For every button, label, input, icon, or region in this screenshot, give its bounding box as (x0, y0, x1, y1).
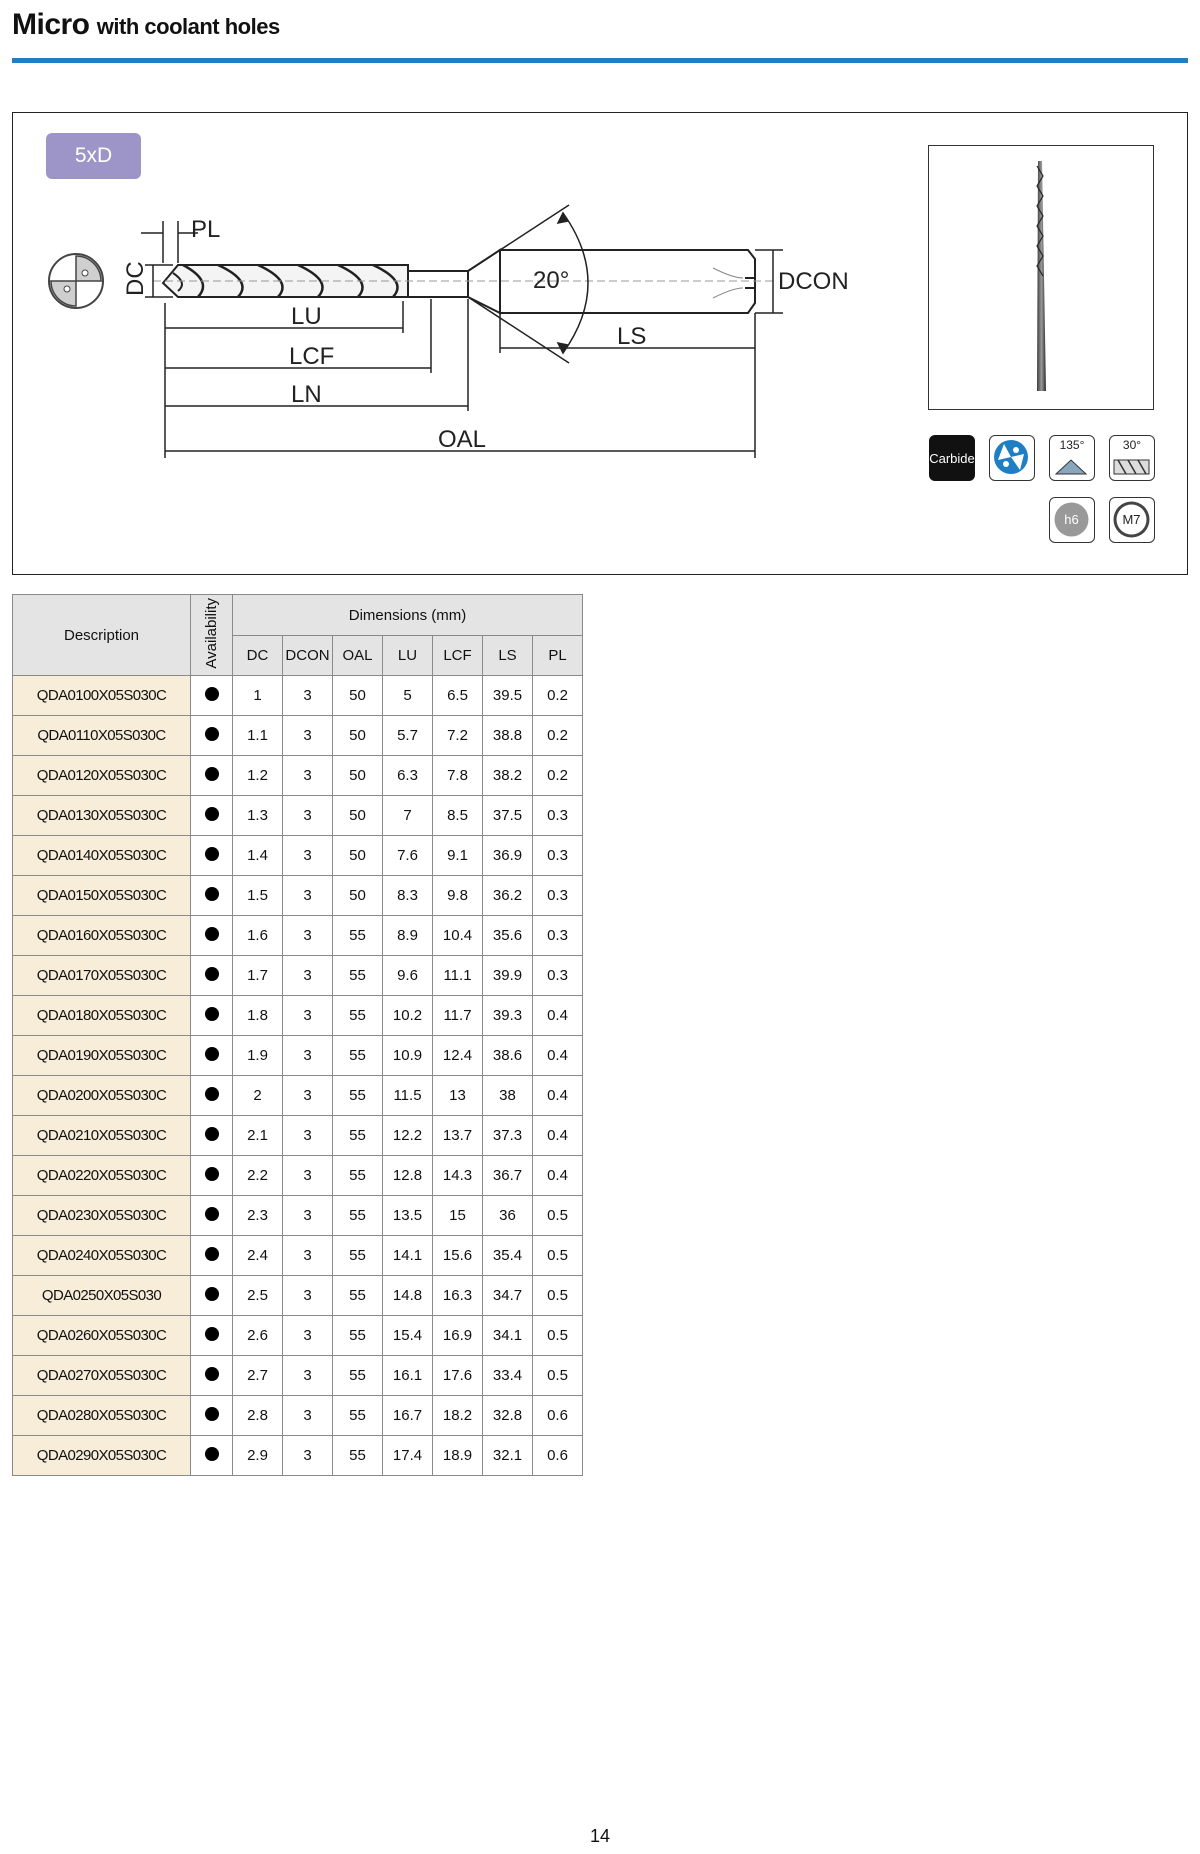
pl-cell: 0.2 (533, 756, 583, 796)
availability-cell (191, 1316, 233, 1356)
lcf-cell: 9.8 (433, 876, 483, 916)
dcon-cell: 3 (283, 1036, 333, 1076)
ls-cell: 34.7 (483, 1276, 533, 1316)
availability-cell (191, 1076, 233, 1116)
availability-dot-icon (205, 1407, 219, 1421)
table-row (13, 756, 583, 796)
lu-cell: 5 (383, 676, 433, 716)
ls-cell: 37.5 (483, 796, 533, 836)
m7-label: M7 (1122, 512, 1141, 527)
lcf-cell: 11.7 (433, 996, 483, 1036)
pl-cell: 0.3 (533, 796, 583, 836)
dcon-cell: 3 (283, 996, 333, 1036)
oal-cell: 50 (333, 796, 383, 836)
table-row (13, 956, 583, 996)
availability-dot-icon (205, 807, 219, 821)
lu-cell: 9.6 (383, 956, 433, 996)
dc-cell: 1.2 (233, 756, 283, 796)
lcf-cell: 7.8 (433, 756, 483, 796)
oal-label: OAL (438, 426, 487, 453)
column-header-lcf: LCF (433, 636, 483, 676)
lcf-cell: 11.1 (433, 956, 483, 996)
lu-label: LU (291, 303, 322, 330)
dcon-cell: 3 (283, 1156, 333, 1196)
pl-cell: 0.4 (533, 996, 583, 1036)
ls-cell: 36 (483, 1196, 533, 1236)
availability-cell (191, 1276, 233, 1316)
oal-cell: 55 (333, 1276, 383, 1316)
pl-cell: 0.4 (533, 1076, 583, 1116)
availability-cell (191, 716, 233, 756)
ln-label: LN (291, 381, 322, 408)
description-cell: QDA0290X05S030C (13, 1436, 191, 1476)
description-cell: QDA0240X05S030C (13, 1236, 191, 1276)
lu-cell: 10.9 (383, 1036, 433, 1076)
availability-cell (191, 796, 233, 836)
availability-dot-icon (205, 967, 219, 981)
dc-cell: 1.7 (233, 956, 283, 996)
description-cell: QDA0210X05S030C (13, 1116, 191, 1156)
drill-profile (153, 250, 773, 313)
length-ratio-badge: 5xD (46, 133, 141, 179)
table-row (13, 996, 583, 1036)
availability-cell (191, 1156, 233, 1196)
title-rule (12, 58, 1188, 63)
table-row (13, 1316, 583, 1356)
lu-cell: 8.3 (383, 876, 433, 916)
lu-cell: 7.6 (383, 836, 433, 876)
dc-label: DC (122, 261, 149, 296)
availability-dot-icon (205, 727, 219, 741)
pl-cell: 0.3 (533, 956, 583, 996)
table-row (13, 1156, 583, 1196)
description-cell: QDA0100X05S030C (13, 676, 191, 716)
dcon-cell: 3 (283, 916, 333, 956)
ls-cell: 38.2 (483, 756, 533, 796)
availability-cell (191, 1436, 233, 1476)
pl-cell: 0.2 (533, 676, 583, 716)
lu-cell: 10.2 (383, 996, 433, 1036)
point-angle-icon (1049, 435, 1095, 481)
dc-cell: 1.3 (233, 796, 283, 836)
lcf-cell: 15 (433, 1196, 483, 1236)
dimensions-header: Dimensions (mm) (233, 595, 583, 636)
table-row (13, 1116, 583, 1156)
specification-table (12, 594, 583, 1476)
dc-cell: 1 (233, 676, 283, 716)
availability-cell (191, 1196, 233, 1236)
oal-cell: 55 (333, 1356, 383, 1396)
ls-cell: 39.3 (483, 996, 533, 1036)
lcf-cell: 6.5 (433, 676, 483, 716)
availability-dot-icon (205, 1167, 219, 1181)
pl-cell: 0.5 (533, 1356, 583, 1396)
m7-tolerance-icon (1109, 497, 1155, 543)
table-row (13, 796, 583, 836)
oal-cell: 55 (333, 916, 383, 956)
lu-cell: 17.4 (383, 1436, 433, 1476)
dc-cell: 1.4 (233, 836, 283, 876)
dcon-cell: 3 (283, 676, 333, 716)
dcon-cell: 3 (283, 1356, 333, 1396)
dcon-cell: 3 (283, 1396, 333, 1436)
lu-cell: 5.7 (383, 716, 433, 756)
dcon-cell: 3 (283, 1276, 333, 1316)
lu-cell: 14.8 (383, 1276, 433, 1316)
description-cell: QDA0150X05S030C (13, 876, 191, 916)
lcf-label: LCF (289, 343, 335, 370)
ls-label: LS (617, 323, 647, 350)
ls-cell: 38 (483, 1076, 533, 1116)
lu-cell: 14.1 (383, 1236, 433, 1276)
oal-cell: 50 (333, 756, 383, 796)
availability-cell (191, 956, 233, 996)
dc-cell: 1.9 (233, 1036, 283, 1076)
table-row (13, 1236, 583, 1276)
helix-angle-label: 30° (1122, 438, 1142, 452)
point-angle-label: 135° (1059, 438, 1085, 452)
table-row (13, 836, 583, 876)
description-cell: QDA0130X05S030C (13, 796, 191, 836)
description-cell: QDA0280X05S030C (13, 1396, 191, 1436)
column-header-pl: PL (533, 636, 583, 676)
description-cell: QDA0180X05S030C (13, 996, 191, 1036)
oal-cell: 55 (333, 1076, 383, 1116)
angle-label: 20° (533, 267, 570, 294)
dc-cell: 2.8 (233, 1396, 283, 1436)
availability-dot-icon (205, 1047, 219, 1061)
lu-cell: 11.5 (383, 1076, 433, 1116)
ls-cell: 34.1 (483, 1316, 533, 1356)
availability-dot-icon (205, 1127, 219, 1141)
availability-dot-icon (205, 927, 219, 941)
lu-cell: 8.9 (383, 916, 433, 956)
availability-header-label: Availability (203, 597, 220, 669)
oal-cell: 50 (333, 676, 383, 716)
lcf-cell: 9.1 (433, 836, 483, 876)
ls-cell: 36.9 (483, 836, 533, 876)
availability-cell (191, 836, 233, 876)
oal-cell: 55 (333, 996, 383, 1036)
table-row (13, 1356, 583, 1396)
pl-cell: 0.4 (533, 1156, 583, 1196)
ls-cell: 36.7 (483, 1156, 533, 1196)
availability-cell (191, 996, 233, 1036)
ls-cell: 37.3 (483, 1116, 533, 1156)
lcf-cell: 15.6 (433, 1236, 483, 1276)
description-cell: QDA0120X05S030C (13, 756, 191, 796)
oal-cell: 55 (333, 1396, 383, 1436)
table-row (13, 1196, 583, 1236)
availability-cell (191, 1396, 233, 1436)
availability-dot-icon (205, 847, 219, 861)
dc-cell: 2.3 (233, 1196, 283, 1236)
availability-dot-icon (205, 887, 219, 901)
availability-dot-icon (205, 1367, 219, 1381)
lu-cell: 12.8 (383, 1156, 433, 1196)
table-row (13, 1396, 583, 1436)
lu-cell: 7 (383, 796, 433, 836)
drill-photo-image (929, 146, 1152, 408)
dcon-cell: 3 (283, 876, 333, 916)
availability-cell (191, 1116, 233, 1156)
dcon-cell: 3 (283, 716, 333, 756)
dc-cell: 1.5 (233, 876, 283, 916)
availability-cell (191, 676, 233, 716)
availability-dot-icon (205, 1007, 219, 1021)
ls-cell: 35.4 (483, 1236, 533, 1276)
dc-cell: 1.1 (233, 716, 283, 756)
lcf-cell: 18.2 (433, 1396, 483, 1436)
availability-cell (191, 876, 233, 916)
pl-cell: 0.5 (533, 1196, 583, 1236)
availability-cell (191, 1356, 233, 1396)
product-photo (928, 145, 1154, 410)
availability-header (191, 595, 233, 676)
page-title (12, 8, 280, 42)
ls-cell: 35.6 (483, 916, 533, 956)
availability-dot-icon (205, 1327, 219, 1341)
dc-cell: 2.2 (233, 1156, 283, 1196)
lcf-cell: 10.4 (433, 916, 483, 956)
availability-dot-icon (205, 687, 219, 701)
table-row (13, 1076, 583, 1116)
oal-cell: 55 (333, 1036, 383, 1076)
lu-cell: 12.2 (383, 1116, 433, 1156)
table-row (13, 916, 583, 956)
pl-cell: 0.4 (533, 1116, 583, 1156)
dc-cell: 2.9 (233, 1436, 283, 1476)
description-cell: QDA0190X05S030C (13, 1036, 191, 1076)
table-row (13, 1436, 583, 1476)
description-cell: QDA0230X05S030C (13, 1196, 191, 1236)
availability-cell (191, 1036, 233, 1076)
lcf-cell: 8.5 (433, 796, 483, 836)
pl-cell: 0.3 (533, 916, 583, 956)
availability-dot-icon (205, 1087, 219, 1101)
dcon-cell: 3 (283, 1436, 333, 1476)
availability-dot-icon (205, 1447, 219, 1461)
specification-rows (13, 676, 583, 1476)
availability-dot-icon (205, 1287, 219, 1301)
column-header-oal: OAL (333, 636, 383, 676)
lu-cell: 13.5 (383, 1196, 433, 1236)
description-cell: QDA0160X05S030C (13, 916, 191, 956)
page-number: 14 (589, 1826, 611, 1846)
title-sub: with coolant holes (96, 14, 280, 39)
ls-cell: 32.8 (483, 1396, 533, 1436)
dc-cell: 2.4 (233, 1236, 283, 1276)
lcf-cell: 12.4 (433, 1036, 483, 1076)
lcf-cell: 14.3 (433, 1156, 483, 1196)
coolant-holes-icon (989, 435, 1035, 481)
pl-cell: 0.2 (533, 716, 583, 756)
cross-section-icon (49, 254, 103, 308)
availability-cell (191, 1236, 233, 1276)
lcf-cell: 16.9 (433, 1316, 483, 1356)
ls-cell: 33.4 (483, 1356, 533, 1396)
pl-label: PL (191, 216, 221, 243)
description-cell: QDA0170X05S030C (13, 956, 191, 996)
dcon-cell: 3 (283, 1196, 333, 1236)
description-cell: QDA0270X05S030C (13, 1356, 191, 1396)
lu-cell: 16.7 (383, 1396, 433, 1436)
oal-cell: 55 (333, 1436, 383, 1476)
lcf-cell: 7.2 (433, 716, 483, 756)
pl-cell: 0.4 (533, 1036, 583, 1076)
oal-cell: 50 (333, 876, 383, 916)
dcon-cell: 3 (283, 836, 333, 876)
lu-cell: 15.4 (383, 1316, 433, 1356)
table-row (13, 716, 583, 756)
lcf-cell: 16.3 (433, 1276, 483, 1316)
dcon-cell: 3 (283, 1316, 333, 1356)
description-cell: QDA0200X05S030C (13, 1076, 191, 1116)
helix-angle-icon (1109, 435, 1155, 481)
oal-cell: 50 (333, 836, 383, 876)
pl-cell: 0.5 (533, 1276, 583, 1316)
ls-cell: 38.6 (483, 1036, 533, 1076)
oal-cell: 55 (333, 956, 383, 996)
pl-cell: 0.6 (533, 1436, 583, 1476)
lcf-cell: 17.6 (433, 1356, 483, 1396)
column-header-ls: LS (483, 636, 533, 676)
pl-cell: 0.3 (533, 876, 583, 916)
oal-cell: 55 (333, 1196, 383, 1236)
ls-cell: 36.2 (483, 876, 533, 916)
pl-cell: 0.6 (533, 1396, 583, 1436)
ls-cell: 32.1 (483, 1436, 533, 1476)
dcon-cell: 3 (283, 956, 333, 996)
column-header-lu: LU (383, 636, 433, 676)
oal-cell: 55 (333, 1116, 383, 1156)
table-row (13, 876, 583, 916)
ls-cell: 38.8 (483, 716, 533, 756)
ls-cell: 39.9 (483, 956, 533, 996)
drill-diagram-panel (12, 112, 1188, 575)
availability-dot-icon (205, 1207, 219, 1221)
h6-tolerance-icon (1049, 497, 1095, 543)
dcon-cell: 3 (283, 1076, 333, 1116)
oal-cell: 55 (333, 1316, 383, 1356)
dcon-cell: 3 (283, 756, 333, 796)
dc-cell: 1.8 (233, 996, 283, 1036)
oal-cell: 55 (333, 1236, 383, 1276)
table-row (13, 1036, 583, 1076)
description-cell: QDA0220X05S030C (13, 1156, 191, 1196)
oal-cell: 55 (333, 1156, 383, 1196)
pl-cell: 0.3 (533, 836, 583, 876)
dc-cell: 1.6 (233, 916, 283, 956)
dc-cell: 2.1 (233, 1116, 283, 1156)
dcon-label: DCON (778, 268, 849, 295)
dcon-cell: 3 (283, 1236, 333, 1276)
table-row (13, 1276, 583, 1316)
column-header-dc: DC (233, 636, 283, 676)
ls-cell: 39.5 (483, 676, 533, 716)
lcf-cell: 13.7 (433, 1116, 483, 1156)
description-cell: QDA0110X05S030C (13, 716, 191, 756)
description-header: Description (13, 595, 191, 676)
description-cell: QDA0260X05S030C (13, 1316, 191, 1356)
lcf-cell: 18.9 (433, 1436, 483, 1476)
lu-cell: 6.3 (383, 756, 433, 796)
pl-cell: 0.5 (533, 1236, 583, 1276)
description-cell: QDA0250X05S030 (13, 1276, 191, 1316)
availability-dot-icon (205, 1247, 219, 1261)
dc-cell: 2.5 (233, 1276, 283, 1316)
dcon-cell: 3 (283, 796, 333, 836)
dc-cell: 2.7 (233, 1356, 283, 1396)
availability-cell (191, 756, 233, 796)
table-row (13, 676, 583, 716)
lcf-cell: 13 (433, 1076, 483, 1116)
h6-label: h6 (1064, 512, 1079, 527)
title-main: Micro (12, 8, 90, 41)
dc-cell: 2.6 (233, 1316, 283, 1356)
availability-dot-icon (205, 767, 219, 781)
lu-cell: 16.1 (383, 1356, 433, 1396)
column-header-dcon: DCON (283, 636, 333, 676)
dcon-cell: 3 (283, 1116, 333, 1156)
availability-cell (191, 916, 233, 956)
description-cell: QDA0140X05S030C (13, 836, 191, 876)
pl-cell: 0.5 (533, 1316, 583, 1356)
carbide-icon: Carbide (929, 435, 975, 481)
oal-cell: 50 (333, 716, 383, 756)
dc-cell: 2 (233, 1076, 283, 1116)
